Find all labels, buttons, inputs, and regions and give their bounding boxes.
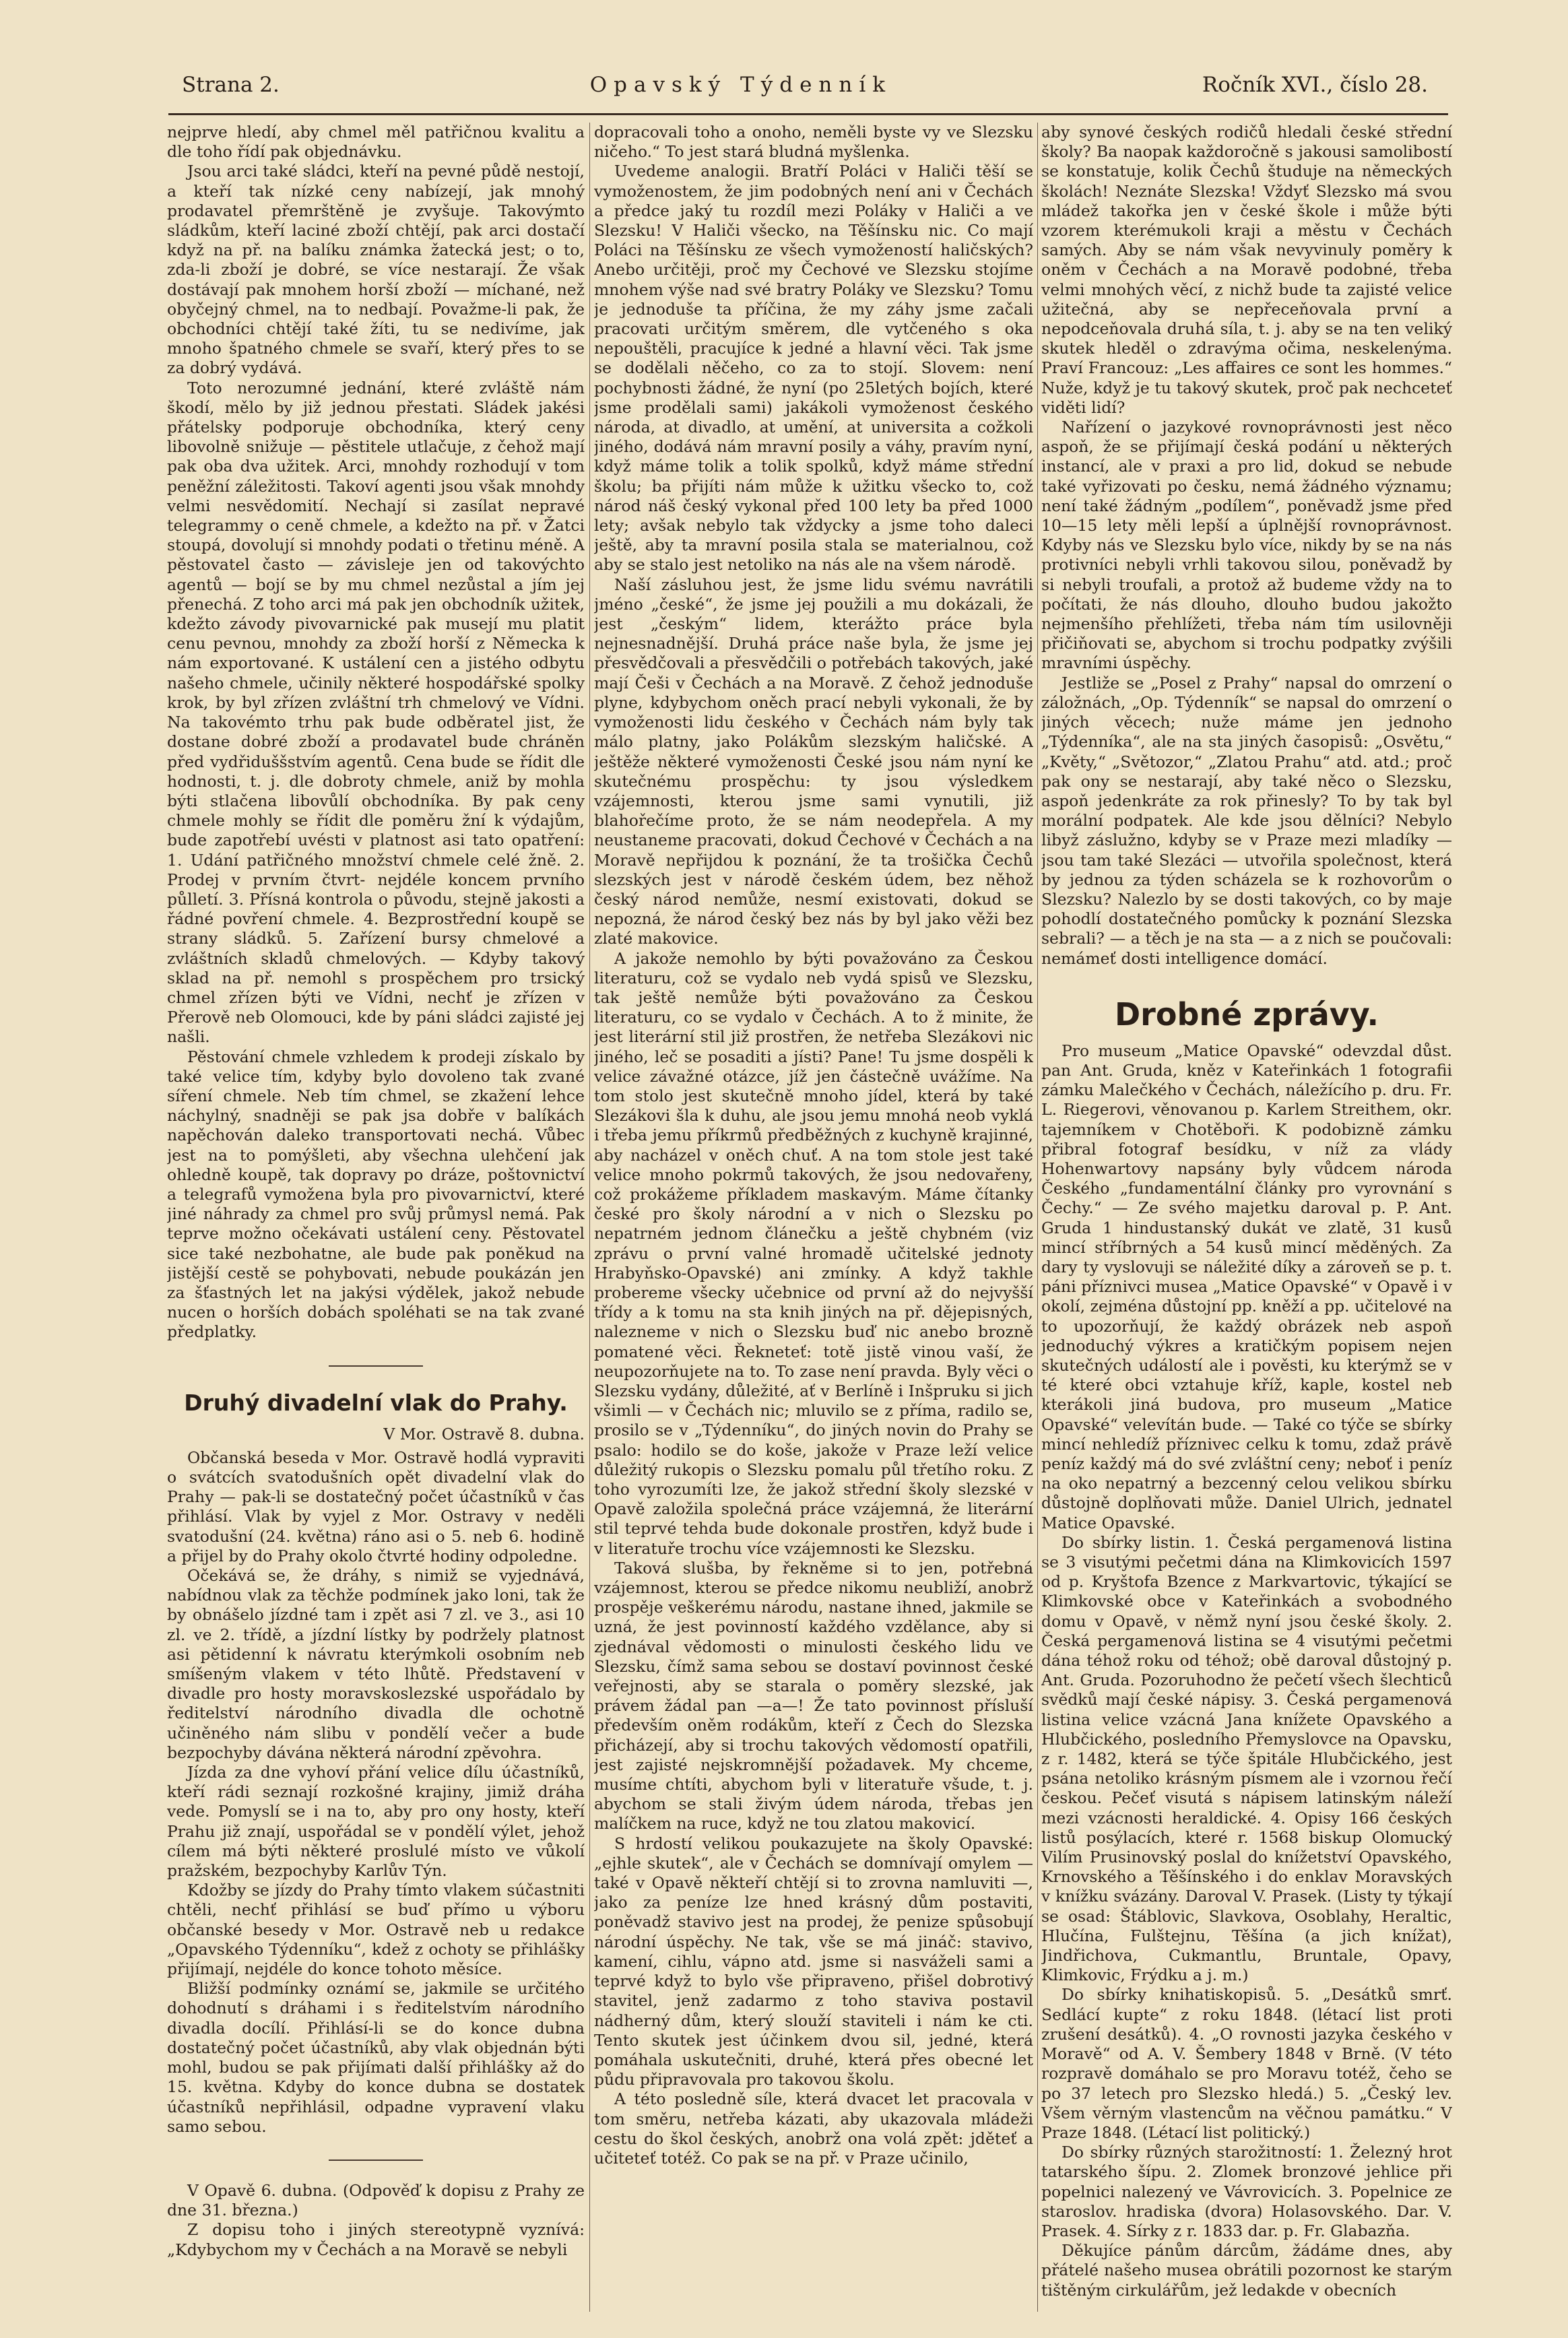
paragraph: Taková slušba, by řekněme si to jen, potřebná vzájemnost, kterou se předce nikomu neubliží, anobrž prospěje veškerému národu, nastane ihned, jakmile se uzná, že jest povinností každého vzdělance, aby si zjednával vědomosti o minulosti českého lidu ve Slezsku, čímž sama sebou se dostaví povinnost české veřejnosti, aby se starala o poměry slezské, jak právem žádal pan —a—! Že tato povinnost přísluší především oněm rodákům, kteří z Čech do Slezska přicházejí, aby si trochu takových vědomostí opatřili, jest zajisté nejskromnější požadavek. My chceme, musíme chtíti, abychom byli v literatuře všude, t. j. abychom se stali živým údem národa, třebas jen malíčkem na ruce, když ne tou zlatou makovicí. bbox=[594, 1558, 1033, 1833]
paragraph: Jestliže se „Posel z Prahy“ napsal do omrzení o záložnách, „Op. Týdenník“ se napsal do omrzení o jiných věcech; nuže máme jen jednoho „Týdenníka“, ale na sta jiných časopisů: „Osvětu,“ „Květy,“ „Světozor,“ „Zlatou Prahu“ atd. atd.; proč pak ony se nestarají, aby také něco o Slezsku, aspoň jedenkráte za rok přinesly? To by tak byl morální podpatek. Ale kde jsou dělníci? Nebylo libyž záslužno, kdyby se v Praze mezi mladíky — jsou tam také Slezáci — utvořila společnost, která by jednou za týden scházela se k rozhovorům o Slezsku? Nalezlo by se dosti takových, co by maje pohodlí dostatečného pomůcky k poznání Slezska sebrali? — a těch je na sta — a z nich se poučovali: nemámeť dosti intelligence domácí. bbox=[1041, 673, 1452, 968]
paragraph: Pro museum „Matice Opavské“ odevzdal důst. pan Ant. Gruda, kněz v Kateřinkách 1 fotografii zámku Malečkého v Čechách, náležícího p. dru. Fr. L. Riegerovi, věnovanou p. Karlem Streithem, okr. tajemníkem v Chotěboři. K podobizně zámku přibral fotograf besídku, v níž za vlády Hohenwartovy napsány byly vůdcem národa Českého „fundamentální články pro vyrovnání s Čechy.“ — Ze svého majetku daroval p. P. Ant. Gruda 1 hindustanský dukát ve zlatě, 31 kusů mincí stříbrných a 54 kusů mincí měděných. Za dary ty vyslovuji se náležité díky a zároveň se p. t. páni příznivci musea „Matice Opavské“ v Opavě i v okolí, zejména důstojní pp. kněží a pp. učitelové na to upozorňují, že každý obrázek neb aspoň jednoduchý výkres a kratičkým popisem nejen skutečných událostí ale i pověsti, ku kterýmž se v té které obci vztahuje kříž, kaple, kostel neb kterákoli jiná budova, pro museum „Matice Opavské“ velevítán bude. — Také co týče se sbírky mincí nehledíž příznivec celku k tomu, zdaž právě peníz každý má do své zvláštní ceny; neboť i peníz na oko nepatrný a bezcenný celou velikou sbírku důstojně doplňovati může. Daniel Ulrich, jednatel Matice Opavské. bbox=[1041, 1041, 1452, 1532]
header-rule bbox=[168, 113, 1448, 115]
paragraph: Kdožby se jízdy do Prahy tímto vlakem súčastniti chtěli, nechť přihlásí se buď přímo u výboru občanské besedy v Mor. Ostravě neb u redakce „Opavského Týdenníku“, kdež z ochoty se přihlášky přijímají, nejdéle do konce tohoto měsíce. bbox=[167, 1881, 585, 1979]
section-separator bbox=[329, 2160, 423, 2161]
paragraph: Do sbírky knihatiskopisů. 5. „Desátků smrť. Sedlácí kupte“ z roku 1848. (létací list proti zrušení desátků). 4. „O rovnosti jazyka českého v Moravě“ od A. V. Šembery 1848 v Brně. (V této rozpravě domáhalo se pro Moravu totéž, čeho se po 37 letech pro Slezsko hledá.) 5. „Český lev. Všem věrným vlastencům na věčnou památku.“ V Praze 1848. (Létací list politický.) bbox=[1041, 1985, 1452, 2142]
paragraph: Nařízení o jazykové rovnoprávnosti jest něco aspoň, že se přijímají česká podání u některých instancí, ale v praxi a pro lid, dokud se nebude také vyřizovati po česku, nemá žádného významu; není také žádným „podílem“, poněvadž jsme před 10—15 lety měli lepší a úplnější rovnoprávnost. Kdyby nás ve Slezsku bylo více, nikdy by se na nás protivníci nebyli vrhli takovou silou, poněvadž by si nebyli troufali, a protož až budeme vždy na to počítati, že nás dlouho, dlouho budou jakožto nejmenšího přehlížeti, třeba nám tím usilovněji přičiňovati se, abychom si trochu podpatky zvýšili mravními úspěchy. bbox=[1041, 418, 1452, 673]
paragraph: A této posledně síle, která dvacet let pracovala v tom směru, netřeba kázati, aby ukazovala mládeži cestu do škol českých, anobrž ona volá zpět: jděteť a učiteteť totéž. Co pak se na př. v Praze učinilo, bbox=[594, 2089, 1033, 2168]
paragraph: Občanská beseda v Mor. Ostravě hodlá vypraviti o svátcích svatodušních opět divadelní vlak do Prahy — pak-li se dostatečný počet účastníků v čas přihlásí. Vlak by vyjel z Mor. Ostravy v neděli svatodušní (24. května) ráno asi o 5. neb 6. hodině a přijel by do Prahy okolo čtvrté hodiny odpoledne. bbox=[167, 1448, 585, 1565]
paragraph: dopracovali toho a onoho, neměli byste vy ve Slezsku ničeho.“ To jest stará bludná myšlenka. bbox=[594, 123, 1033, 162]
paragraph: Naší zásluhou jest, že jsme lidu svému navrátili jméno „české“, že jsme jej použili a mu dokázali, že jest „českým“ lidem, kterážto práce byla nejnesnadnější. Druhá práce naše byla, že jsme jej přesvědčovali a přesvědčili o potřebách takových, jaké mají Češi v Čechách a na Moravě. Z čehož jednoduše plyne, kdybychom oněch prací nebyli vykonali, že by vymoženosti lidu českého v Čechách nám byly tak málo platny, jako Polákům slezským haličské. A ještěže některé vymoženosti České jsou nám nyní ke skutečnému prospěchu: ty jsou výsledkem vzájemnosti, kterou jsme sami vynutili, již blahořečíme proto, že se nám neodepřela. A my neustaneme pracovati, dokud Čechové v Čechách a na Moravě nepřijdou k poznání, že ta trošička Čechů slezských jest v národě českém údem, bez něhož český národ nemůže, nesmí existovati, dokud se nepozná, že národ český bez nás by byl jako věži bez zlaté makovice. bbox=[594, 575, 1033, 948]
paragraph: Do sbírky listin. 1. Česká pergamenová listina se 3 visutými pečetmi dána na Klimkovicích 1597 od p. Kryštofa Bzence z Markvartovic, týkající se Klimkovské obce v Kateřinkách a svobodného domu v Opavě, v němž nyní jsou české školy. 2. Česká pergamenová listina se 4 visutými pečetmi dána téhož roku od téhož; obě daroval důstojný p. Ant. Gruda. Pozoruhodno že pečetí všech šlechticů svědků mají české nápisy. 3. Česká pergamenová listina velice vzácná Jana knížete Opavského a Hlubčického, posledního Přemyslovce na Opavsku, z r. 1482, která se týče špitále Hlubčického, jest psána netoliko krásným písmem ale i vzornou řečí českou. Pečeť visutá s nápisem latinským náleží mezi vzácnosti heraldické. 4. Opisy 166 českých listů posýlacích, které r. 1568 biskup Olomucký Vilím Prusinovský poslal do knížetství Opavského, Krnovského a Těšínského i do enklav Moravských v knížku svázány. Daroval V. Prasek. (Listy ty týkají se osad: Štáblovic, Slavkova, Osoblahy, Heraltic, Hlučína, Fulštejnu, Těšína (a jich knížat), Jindřichova, Cukmantlu, Bruntale, Opavy, Klimkovic, Frýdku a j. m.) bbox=[1041, 1532, 1452, 1985]
page-header bbox=[182, 65, 1428, 105]
section-heading-drobne-zpravy: Drobné zprávy. bbox=[1114, 996, 1379, 1033]
column-2 bbox=[594, 123, 1033, 2318]
article-heading-vlak: Druhý divadelní vlak do Prahy. bbox=[184, 1389, 568, 1416]
dateline: V Mor. Ostravě 8. dubna. bbox=[383, 1424, 585, 1443]
section-separator bbox=[329, 1365, 423, 1367]
paragraph: Jsou arci také sládci, kteří na pevné půdě nestojí, a kteří tak nízké ceny nabízejí, jak mnohý prodavatel přemrštěně je zvyšuje. Takovýmto sládkům, kteří laciné zboží chtějí, pak arci dostačí když na př. na balíku známka žatecká jest; o to, zda-li zboží je dobré, se více nestarají. Že však dostávají pak mnohem horší zboží — míchané, než obyčejný chmel, na to nedbají. Považme-li pak, že obchodníci chtějí také žíti, tu se nedivíme, jak mnoho špatného chmele se svaří, který přes to se za dobrý vydává. bbox=[167, 162, 585, 378]
paragraph: nejprve hledí, aby chmel měl patřičnou kvalitu a dle toho řídí pak objednávku. bbox=[167, 123, 585, 162]
paragraph: Do sbírky různých starožitností: 1. Železný hrot tatarského šípu. 2. Zlomek bronzové jehlice při popelnici nalezený ve Vávrovicích. 3. Popelnice ze staroslov. hradiska (dvora) Holasovského. Dar. V. Prasek. 4. Sírky z r. 1833 dar. p. Fr. Glabazňa. bbox=[1041, 2143, 1452, 2240]
dateline-opava: V Opavě 6. dubna. (Odpověď k dopisu z Prahy ze dne 31. března.) bbox=[167, 2180, 585, 2220]
paragraph: aby synové českých rodičů hledali české střední školy? Ba naopak každoročně s jakousi samolibostí se konstatuje, kolik Čechů študuje na německých školách! Neznáte Slezska! Vždyť Slezsko má svou mládež takořka jen v české škole i může býti vzorem kterémukoli kraji a městu v Čechách samých. Aby se nám však nevyvinuly poměry k oněm v Čechách a na Moravě podobné, třeba velmi mnohých věcí, z nichž bude ta zajisté velice užitečná, aby se nepřeceňovala první a nepodceňovala druhá síla, t. j. aby se na ten veliký skutek hleděl o zdravýma očima, neskelenýma. Praví Francouz: „Les affaires ce sont les hommes.“ Nuže, když je tu takový skutek, proč pak nechceteť viděti lidí? bbox=[1041, 123, 1452, 417]
paragraph: Bližší podmínky oznámí se, jakmile se určitého dohodnutí s dráhami i s ředitelstvím národního divadla docílí. Přihlásí-li se do konce dubna dostatečný počet účastníků, aby vlak objednán býti mohl, budou se pak přijímati další přihlášky až do 15. května. Kdyby do konce dubna se dostatek účastníků nepřihlásil, odpadne vypravení vlaku samo sebou. bbox=[167, 1979, 585, 2136]
column-divider-1 bbox=[589, 123, 590, 2312]
paragraph: A jakože nemohlo by býti považováno za Českou literaturu, což se vydalo neb vydá spisů ve Slezsku, tak ještě nemůže býti považováno za Českou literaturu, co se vydalo v Čechách. A to ž minite, že jest literární stil již prostřen, že netřeba Slezákovi nic jiného, leč se posaditi a jísti? Pane! Tu jsme dospěli k velice závažné otázce, jíž jen částečně uvážíme. Na tom stolo jest skutečně mnoho jídel, která by také Slezákovi šla k duhu, ale jsou jemu mnohá neob vyklá i třeba jemu příkrmů předběžných z kuchyně krajinné, aby nacházel v oněch chuť. A na tom stole jest také velice mnoho pokrmů takových, že jsou nedovařeny, což prokážeme příkladem maskavým. Máme čítanky české pro školy národní a v nich o Slezsku po nepatrném jednom článečku a ještě chybném (viz zprávu o první valné hromadě učitelské jednoty Hrabyňsko-Opavské) ani zmínky. A když takhle probereme všecky učebnice od první až do nejvyšší třídy a k tomu na sta knih jiných na př. dějepisných, nalezneme v nich o Slezsku buď nic anebo brozně pomatené věci. Řekneteť: totě jistě vinou vaší, že neupozorňujete na to. To zase není pravda. Byly věci o Slezsku vydány, důležité, ať v Berlíně i Inšpruku si jich všimli — v Čechách nic; mluvilo se z příma, radilo se, prosilo se v „Týdenníku“, do jiných novin do Prahy se psalo: hodilo se do koše, jakože v Praze leží velice důležitý rukopis o Slezsku pomalu půl třetího roku. Z toho vyrozumíti lze, že jakož střední školy slezské v Opavě založila společná práce vzájemná, že literární stil teprvé tehda bude dokonale prostřen, když bude i v literatuře trochu více vzájemnosti ke Slezsku. bbox=[594, 948, 1033, 1558]
paragraph: Uvedeme analogii. Bratří Poláci v Haliči těší se vymoženostem, že jim podobných není ani v Čechách a předce jaký tu rozdíl mezi Poláky v Haliči a ve Slezsku! V Haliči všecko, na Těšínsku nic. Co mají Poláci na Těšínsku ze všech vymožeností haličských? Anebo určitěji, proč my Čechové ve Slezsku stojíme mnohem výše nad své bratry Poláky ve Slezsku? Tomu je jednoduše ta příčina, že my záhy jsme začali pracovati určitým směrem, dle vytčeného s oka nepouštěli, pracujíce k jedné a hlavní věci. Tak jsme se dodělali něčeho, co za to stojí. Slovem: není pochybnosti žádné, že nyní (po 25letých bojích, které jsme prodělali sami) jakákoli vymoženost českého národa, at divadlo, at umění, at universita a cožkoli jiného, dodává nám mravní posily a váhy, pravím nyní, když máme tolik a tolik spolků, když máme střední školu; ba přijíti nám může k užitku všecko to, což národ náš český vykonal před 100 lety ba před 1000 lety; avšak nebylo tak vždycky a jsme toho daleci ještě, aby ta mravní posila stala se materialnou, což aby se stalo jest netoliko na nás ale na všem národě. bbox=[594, 162, 1033, 575]
column-divider-2 bbox=[1037, 123, 1038, 2312]
masthead-title: Opavský Týdenník bbox=[589, 73, 892, 97]
paragraph: Děkujíce pánům dárcům, žádáme dnes, aby přátelé našeho musea obrátili pozornost ke starým tištěným cirkulářům, jež ledakde v obecních bbox=[1041, 2241, 1452, 2300]
page-number: Strana 2. bbox=[182, 73, 280, 97]
paragraph: Pěstování chmele vzhledem k prodeji získalo by také velice tím, kdyby bylo dovoleno tak zvané síření chmele. Neb tím chmel, se zkažení lehce náchylný, snadněji se pak jsa dobře v balíkách napěchován daleko transportovati nechá. Vůbec jest na to pomýšleti, aby všechna ulehčení jak ohledně koupě, tak dopravy po dráze, poštovnictví a telegrafů vymožena byla pro pivovarnictví, které jiné náhrady za chmel pro svůj průmysl nemá. Pak teprve možno očekávati ustálení ceny. Pěstovatel sice také nezbohatne, ale bude pak poněkud na jistější cestě se pohybovati, nebude poukázán jen za šťastných let na jakýsi výdělek, jakož nebude nucen o horších dobách spoléhati se na tak zvané předplatky. bbox=[167, 1047, 585, 1342]
paragraph: Očekává se, že dráhy, s nimiž se vyjednává, nabídnou vlak za těchže podmínek jako loni, tak že by obnášelo jízdné tam i zpět asi 7 zl. ve 3., asi 10 zl. ve 2. třídě, a jízdní lístky by podržely platnost asi pětidenní k návratu kterýmkoli osobním neb smíšeným vlakem v této lhůtě. Představení v divadle pro hosty moravskoslezské uspořádalo by ředitelství národního divadla dle ochotně učiněného nám slibu v pondělí večer a bude bezpochyby dávána některá národní zpěvohra. bbox=[167, 1566, 585, 1762]
volume-issue: Ročník XVI., číslo 28. bbox=[1202, 73, 1428, 97]
paragraph: S hrdostí velikou poukazujete na školy Opavské: „ejhle skutek“, ale v Čechách se domnívají omylem — také v Opavě někteří chtějí si to zrovna namluviti —, jako za peníze lze hned krásný dům postaviti, poněvadž stavivo jest na prodej, že penize spůsobují národní úspěchy. Ne tak, vše se má jináč: stavivo, kamení, cihlu, vápno atd. jsme si nasváželi sami a teprvé když to bylo vše připraveno, přišel dobrotivý stavitel, jenž zadarmo z toho staviva postavil nádherný dům, který slouží staviteli i nám ke cti. Tento skutek jest účinkem dvou sil, jedné, která pomáhala uskutečniti, druhé, která přes obecné let půdu připravovala pro takovou školu. bbox=[594, 1833, 1033, 2089]
column-1 bbox=[167, 123, 585, 2318]
paragraph: Toto nerozumné jednání, které zvláště nám škodí, mělo by již jednou přestati. Sládek jakési přátelsky podporuje obchodníka, který ceny libovolně snižuje — pěstitele utlačuje, z čehož mají pak oba dva užitek. Arci, mnohdy rozhodují v tom peněžní záležitosti. Takoví agenti jsou však mnohdy velmi nesvědomití. Nechají si zasílat nepravé telegrammy o ceně chmele, a kdežto na př. v Žatci stoupá, dovolují si mnohdy podati o třetinu méně. A pěstovatel často — závisleje jen od takovýchto agentů — bojí se by mu chmel nezůstal a jím jej přenechá. Z toho arci má pak jen obchodník užitek, kdežto závody pivovarnické pak musejí mu platit cenu pevnou, mnohdy za zboží horší z Německa k nám exportované. K ustálení cen a jistého odbytu našeho chmele, učinily některé hospodářské spolky krok, by byl zřízen zvláštní trh chmelový ve Vídni. Na takovémto trhu pak bude odběratel jist, že dostane dobré zboží a prodavatel bude chráněn před vydřiduššstvím agentů. Cena bude se řídit dle hodnosti, t. j. dle dobroty chmele, aniž by mohla býti stlačena libovůlí obchodníka. By pak ceny chmele mohly se řídit dle poměru žní k výdajům, bude zapotřebí uvésti v platnost asi tato opatření: 1. Udání patřičného množství chmele celé žně. 2. Prodej v prvním čtvrt- nejdéle koncem prvního půlletí. 3. Přísná kontrola o původu, stejně jakosti a řádné povření chmele. 4. Bezprostřední koupě se strany sládků. 5. Zařízení bursy chmelové a zvláštních skladů chmelových. — Kdyby takový sklad na př. nemohl s prospěchem pro trsický chmel zřízen býti ve Vídni, nechť je zřízen v Přerově neb Olomouci, kde by páni sládci zajisté jej našli. bbox=[167, 378, 585, 1047]
column-3 bbox=[1041, 123, 1452, 2318]
paragraph: Z dopisu toho i jiných stereotypně vyznívá: „Kdybychom my v Čechách a na Moravě se nebyli bbox=[167, 2220, 585, 2259]
paragraph: Jízda za dne vyhoví přání velice dílu účastníků, kteří rádi seznají rozkošné krajiny, jimiž dráha vede. Pomyslí se i na to, aby pro ony hosty, kteří Prahu již znají, uspořádal se v pondělí výlet, jehož cílem má býti některé proslulé místo ve vůkolí pražském, bezpochyby Karlův Týn. bbox=[167, 1763, 585, 1881]
